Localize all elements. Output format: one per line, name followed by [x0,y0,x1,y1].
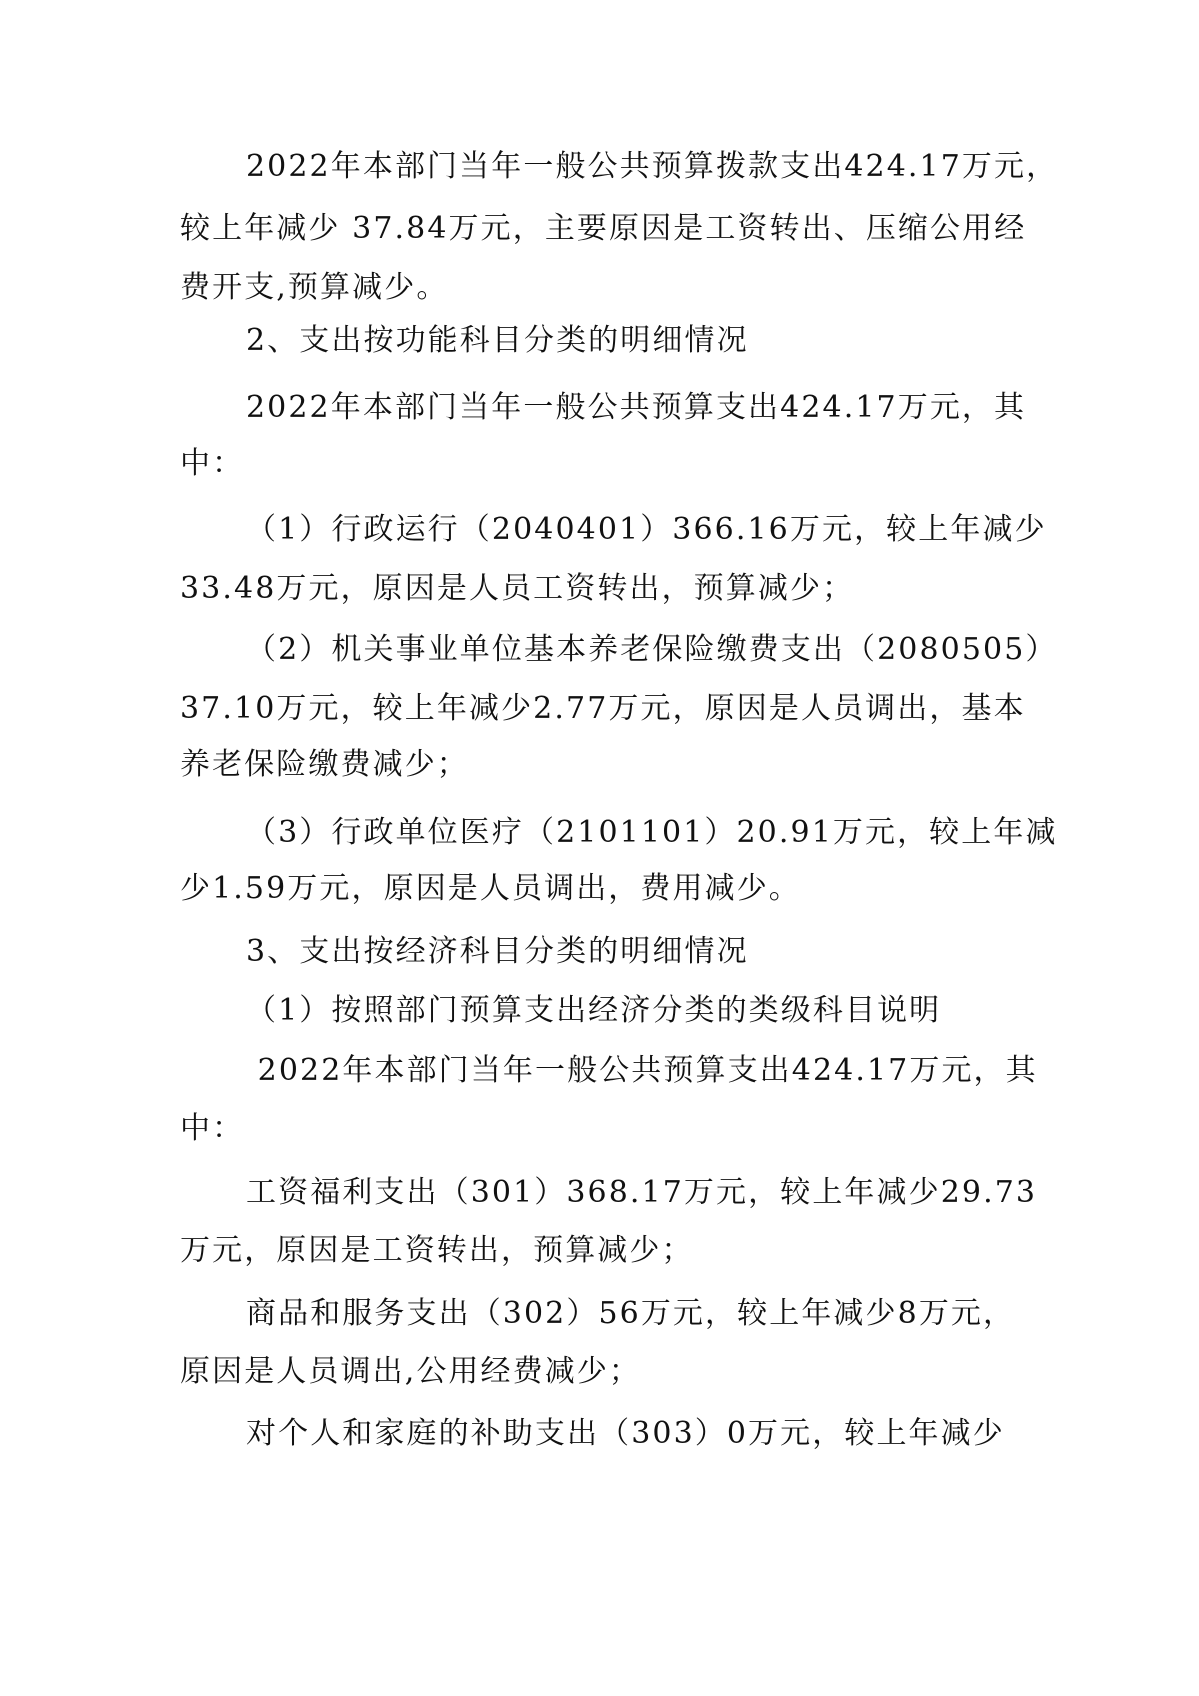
section-heading-2: 2、支出按功能科目分类的明细情况 [246,323,749,358]
item-1-line-2: 33.48万元，原因是人员工资转出，预算减少； [180,571,855,606]
item-3-line-2: 少1.59万元，原因是人员调出，费用减少。 [180,871,801,906]
paragraph-total-line-1: 2022年本部门当年一般公共预算支出424.17万元，其 [246,1053,1038,1088]
econ-303-line-1: 对个人和家庭的补助支出（303）0万元，较上年减少 [246,1416,1005,1451]
item-2-line-1: （2）机关事业单位基本养老保险缴费支出（2080505） [246,632,1058,667]
item-1-line-1: （1）行政运行（2040401）366.16万元，较上年减少 [246,512,1047,547]
econ-301-line-1: 工资福利支出（301）368.17万元，较上年减少29.73 [246,1175,1038,1210]
econ-302-line-2: 原因是人员调出,公用经费减少； [180,1354,642,1389]
sub-heading-1: （1）按照部门预算支出经济分类的类级科目说明 [246,993,942,1028]
paragraph-3-line-1: 2022年本部门当年一般公共预算支出424.17万元，其 [246,390,1027,425]
econ-301-line-2: 万元，原因是工资转出，预算减少； [180,1233,694,1268]
section-heading-3: 3、支出按经济科目分类的明细情况 [246,934,749,969]
item-2-line-3: 养老保险缴费减少； [180,747,469,782]
item-2-line-2: 37.10万元，较上年减少2.77万元，原因是人员调出，基本 [180,691,1026,726]
item-3-line-1: （3）行政单位医疗（2101101）20.91万元，较上年减 [246,815,1058,850]
econ-302-line-1: 商品和服务支出（302）56万元，较上年减少8万元， [246,1296,1016,1331]
paragraph-3-line-2: 中： [180,446,245,481]
paragraph-1-line-1: 2022年本部门当年一般公共预算拨款支出424.17万元， [246,149,1059,184]
paragraph-1-line-3: 费开支,预算减少。 [180,270,449,305]
paragraph-1-line-2: 较上年减少 37.84万元，主要原因是工资转出、压缩公用经 [180,211,1027,246]
paragraph-total-line-2: 中： [180,1111,245,1146]
